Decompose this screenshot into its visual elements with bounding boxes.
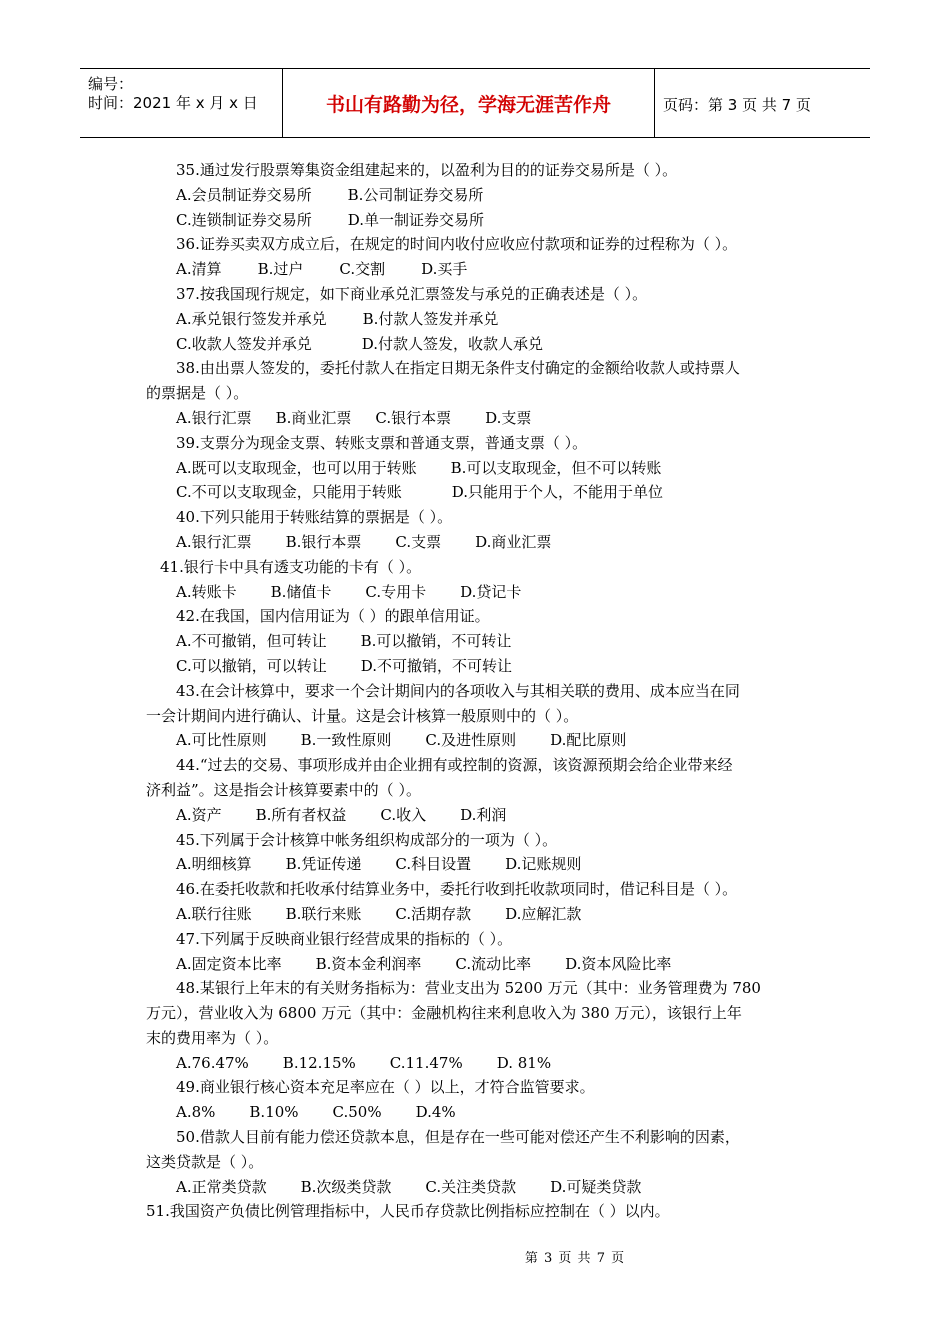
answer-option: D.商业汇票 (475, 532, 552, 551)
answer-option: B.银行本票 (285, 532, 362, 551)
answer-option: C.交割 (339, 260, 386, 279)
answer-options (146, 902, 808, 927)
answer-option: C.科目设置 (395, 855, 472, 874)
answer-option: B.资本金利润率 (315, 954, 422, 973)
answer-option: D.不可撤销，不可转让 (360, 656, 512, 675)
answer-option: D.单一制证券交易所 (347, 210, 484, 229)
answer-option: A.固定资本比率 (176, 954, 282, 973)
answer-options (146, 208, 808, 233)
header-motto-cell (283, 69, 655, 137)
answer-option: A.正常类贷款 (176, 1177, 267, 1196)
question-text: 45.下列属于会计核算中帐务组织构成部分的一项为（ ）。 (176, 830, 558, 849)
answer-options (146, 1051, 808, 1076)
answer-option: C.收入 (380, 805, 427, 824)
answer-option: C.不可以支取现金，只能用于转账 (176, 483, 402, 502)
answer-option: D.可疑类贷款 (550, 1177, 642, 1196)
answer-option: B.联行来账 (285, 904, 362, 923)
answer-option: C.可以撤销，可以转让 (176, 656, 327, 675)
page-footer (0, 1247, 950, 1266)
question-text: 46.在委托收款和托收承付结算业务中，委托行收到托收款项同时，借记科目是（ ）。 (176, 880, 738, 899)
answer-option: C.流动比率 (455, 954, 532, 973)
question-text-continued: 一会计期间内进行确认、计量。这是会计核算一般原则中的（ ）。 (146, 706, 579, 725)
header-number-label: 编号： (88, 75, 134, 93)
answer-options (146, 803, 808, 828)
answer-option: A.明细核算 (176, 855, 252, 874)
answer-option: A.承兑银行签发并承兑 (176, 309, 327, 328)
answer-option: D.应解汇款 (505, 904, 582, 923)
answer-option: A.会员制证券交易所 (176, 185, 312, 204)
question-text: 43.在会计核算中，要求一个会计期间内的各项收入与其相关联的费用、成本应当在同 (176, 681, 740, 700)
question-list (146, 158, 808, 1224)
answer-options (146, 257, 808, 282)
answer-option: C.银行本票 (375, 408, 452, 427)
answer-option: B.所有者权益 (255, 805, 347, 824)
answer-option: B.商业汇票 (275, 408, 352, 427)
answer-option: C.活期存款 (395, 904, 472, 923)
question-text-continued: 济利益”。这是指会计核算要素中的（ ）。 (146, 780, 421, 799)
question-text-continued: 万元），营业收入为 6800 万元（其中：金融机构往来利息收入为 380 万元），该银行上年 (146, 1004, 742, 1023)
answer-option: A.联行往账 (176, 904, 252, 923)
question-text: 44.“过去的交易、事项形成并由企业拥有或控制的资源，该资源预期会给企业带来经 (176, 756, 733, 775)
question-text-continued: 这类贷款是（ ）。 (146, 1152, 264, 1171)
footer-page-number: 第 3 页 共 7 页 (524, 1251, 626, 1266)
question-text: 42.在我国，国内信用证为（ ）的跟单信用证。 (176, 607, 490, 626)
answer-option: C.11.47% (389, 1053, 463, 1072)
answer-option: A.可比性原则 (176, 731, 267, 750)
answer-options (146, 728, 808, 753)
answer-options (146, 307, 808, 332)
answer-option: D.付款人签发，收款人承兑 (361, 334, 543, 353)
answer-options (146, 183, 808, 208)
header-info-cell (80, 69, 283, 137)
question-text: 49.商业银行核心资本充足率应在（ ）以上，才符合监管要求。 (176, 1078, 595, 1097)
answer-options (146, 654, 808, 679)
answer-options (146, 530, 808, 555)
question-text: 47.下列属于反映商业银行经营成果的指标的（ ）。 (176, 929, 513, 948)
header-motto: 书山有路勤为径，学海无涯苦作舟 (325, 93, 611, 116)
answer-option: A.银行汇票 (176, 408, 252, 427)
answer-options (146, 406, 808, 431)
answer-options (146, 629, 808, 654)
answer-option: A.8% (176, 1103, 216, 1122)
answer-option: B.一致性原则 (300, 731, 392, 750)
answer-option: D.贷记卡 (460, 582, 522, 601)
answer-option: A.既可以支取现金，也可以用于转账 (176, 458, 417, 477)
question-text: 50.借款人目前有能力偿还贷款本息，但是存在一些可能对偿还产生不利影响的因素， (176, 1128, 740, 1147)
answer-option: D.买手 (421, 260, 468, 279)
answer-option: D.支票 (485, 408, 532, 427)
page-header (80, 68, 870, 138)
answer-options (146, 580, 808, 605)
answer-option: A.资产 (176, 805, 222, 824)
answer-option: D.利润 (460, 805, 507, 824)
answer-option: C.专用卡 (365, 582, 427, 601)
answer-option: C.连锁制证券交易所 (176, 210, 312, 229)
question-text: 37.按我国现行规定，如下商业承兑汇票签发与承兑的正确表述是（ ）。 (176, 284, 648, 303)
answer-option: B.12.15% (282, 1053, 356, 1072)
question-text: 40.下列只能用于转账结算的票据是（ ）。 (176, 508, 453, 527)
question-text-continued: 末的费用率为（ ）。 (146, 1028, 279, 1047)
answer-option: B.可以支取现金，但不可以转账 (450, 458, 662, 477)
answer-option: A.银行汇票 (176, 532, 252, 551)
question-text: 36.证券买卖双方成立后，在规定的时间内收付应收应付款项和证券的过程称为（ ）。 (176, 235, 738, 254)
answer-option: B.储值卡 (270, 582, 332, 601)
answer-option: B.可以撤销，不可转让 (360, 632, 512, 651)
answer-option: C.50% (332, 1103, 382, 1122)
answer-option: C.支票 (395, 532, 442, 551)
answer-options (146, 456, 808, 481)
answer-option: B.10% (249, 1103, 299, 1122)
header-page-label: 页码：第 3 页 共 7 页 (663, 96, 811, 114)
answer-option: C.收款人签发并承兑 (176, 334, 312, 353)
answer-option: C.关注类贷款 (425, 1177, 517, 1196)
answer-options (146, 852, 808, 877)
answer-option: D.记账规则 (505, 855, 582, 874)
question-text: 39.支票分为现金支票、转账支票和普通支票，普通支票（ ）。 (176, 433, 588, 452)
header-page-cell (655, 69, 870, 137)
answer-option: B.公司制证券交易所 (347, 185, 484, 204)
answer-option: A.转账卡 (176, 582, 237, 601)
answer-option: A.清算 (176, 260, 222, 279)
answer-option: D.资本风险比率 (565, 954, 672, 973)
question-text: 35.通过发行股票筹集资金组建起来的，以盈利为目的的证券交易所是（ ）。 (176, 161, 678, 179)
answer-option: D.4% (415, 1103, 456, 1122)
question-text-continued: 的票据是（ ）。 (146, 384, 249, 403)
answer-options (146, 952, 808, 977)
answer-options (146, 332, 808, 357)
answer-option: B.过户 (257, 260, 304, 279)
header-time-label: 时间：2021 年 x 月 x 日 (88, 94, 258, 112)
answer-options (146, 480, 808, 505)
answer-options (146, 1175, 808, 1200)
answer-option: D.只能用于个人，不能用于单位 (451, 483, 663, 502)
answer-option: B.凭证传递 (285, 855, 362, 874)
question-text-continued: 51.我国资产负债比例管理指标中，人民币存贷款比例指标应控制在（ ）以内。 (146, 1202, 670, 1221)
question-text: 48.某银行上年末的有关财务指标为：营业支出为 5200 万元（其中：业务管理费为 780 (176, 979, 761, 998)
answer-options (146, 1100, 808, 1125)
answer-option: A.76.47% (176, 1053, 249, 1072)
answer-option: B.次级类贷款 (300, 1177, 392, 1196)
answer-option: A.不可撤销，但可转让 (176, 632, 327, 651)
answer-option: B.付款人签发并承兑 (362, 309, 499, 328)
question-text: 41.银行卡中具有透支功能的卡有（ ）。 (160, 557, 422, 576)
answer-option: D. 81% (496, 1053, 552, 1072)
answer-option: C.及进性原则 (425, 731, 517, 750)
question-text: 38.由出票人签发的，委托付款人在指定日期无条件支付确定的金额给收款人或持票人 (176, 359, 740, 378)
answer-option: D.配比原则 (550, 731, 627, 750)
